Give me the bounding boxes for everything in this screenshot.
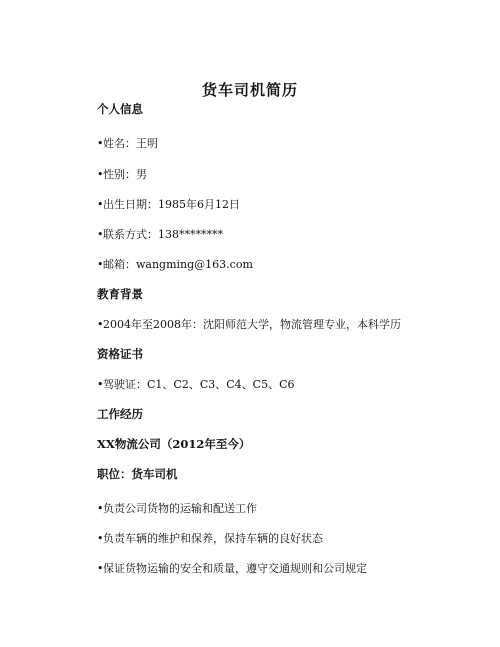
bullet: •: [97, 502, 104, 515]
section-heading-education: 教育背景: [97, 287, 143, 301]
list-item-email: •邮箱：wangming@163.com: [97, 258, 253, 271]
list-item-duty-3: •保证货物运输的安全和质量，遵守交通规则和公司规定: [97, 562, 367, 575]
list-item-gender: •性别：男: [97, 168, 147, 181]
bullet: •: [97, 168, 104, 181]
list-item-birthdate: •出生日期：1985年6月12日: [97, 198, 240, 211]
bullet: •: [97, 258, 104, 271]
work-position: 职位：货车司机: [97, 467, 178, 481]
section-heading-personal: 个人信息: [97, 102, 143, 116]
list-item-name: •姓名：王明: [97, 137, 158, 150]
bullet: •: [97, 198, 104, 211]
work-company: XX物流公司（2012年至今）: [97, 437, 251, 451]
section-heading-certificates: 资格证书: [97, 347, 143, 361]
bullet: •: [97, 228, 104, 241]
bullet: •: [97, 532, 104, 545]
list-item-duty-2: •负责车辆的维护和保养，保持车辆的良好状态: [97, 532, 323, 545]
bullet: •: [97, 137, 104, 150]
list-item-duty-1: •负责公司货物的运输和配送工作: [97, 502, 257, 515]
bullet: •: [97, 562, 104, 575]
list-item-license: •驾驶证：C1、C2、C3、C4、C5、C6: [97, 378, 295, 391]
bullet: •: [97, 378, 104, 391]
list-item-education: •2004年至2008年：沈阳师范大学，物流管理专业，本科学历: [97, 318, 401, 331]
bullet: •: [97, 318, 104, 331]
list-item-phone: •联系方式：138********: [97, 228, 223, 241]
document-title: 货车司机简历: [201, 81, 298, 99]
section-heading-work: 工作经历: [97, 407, 143, 421]
